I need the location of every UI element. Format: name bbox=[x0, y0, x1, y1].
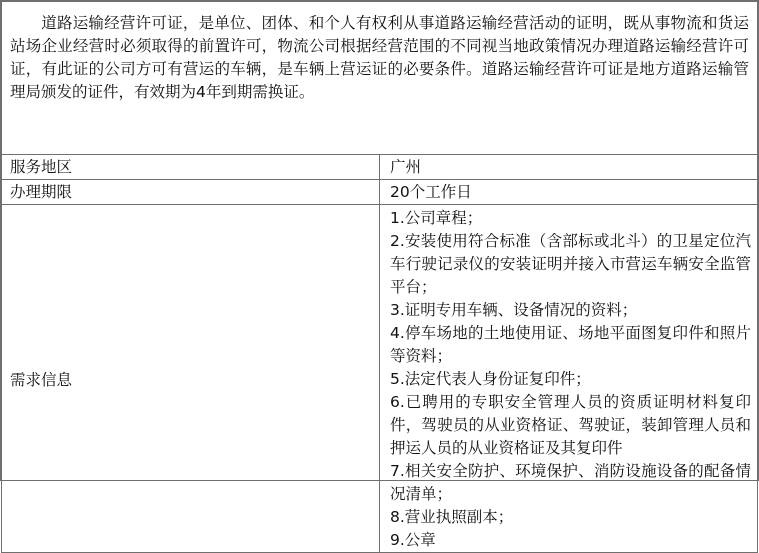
license-info-table bbox=[1, 1, 758, 553]
processing-time-row bbox=[2, 180, 758, 205]
intro-row bbox=[2, 2, 758, 155]
requirement-item: 7.相关安全防护、环境保护、消防设施设备的配备情况清单； bbox=[390, 462, 751, 503]
requirement-item: 2.安装使用符合标准（含部标或北斗）的卫星定位汽车行驶记录仪的安装证明并接入市营运车辆安全监管平台； bbox=[390, 232, 751, 296]
processing-time-value: 20个工作日 bbox=[380, 180, 758, 205]
processing-time-label: 办理期限 bbox=[2, 180, 380, 205]
requirement-item: 3.证明专用车辆、设备情况的资料； bbox=[390, 301, 638, 319]
service-area-value: 广州 bbox=[380, 155, 758, 180]
requirements-label: 需求信息 bbox=[2, 205, 380, 553]
intro-text: 道路运输经营许可证，是单位、团体、和个人有权利从事道路运输经营活动的证明，既从事物流和货运站场企业经营时必须取得的前置许可，物流公司根据经营范围的不同视当地政策情况办理道路运输经营许可证，有此证的公司方可有营运的车辆，是车辆上营运证的必要条件。道路运输经营许可证是地方道路运输管理局颁发的证件，有效期为4年到期需换证。 bbox=[10, 14, 749, 101]
requirement-item: 6.已聘用的专职安全管理人员的资质证明材料复印件，驾驶员的从业资格证、驾驶证，装卸管理人员和押运人员的从业资格证及其复印件 bbox=[390, 393, 751, 457]
requirements-list bbox=[380, 205, 758, 553]
intro-cell bbox=[2, 2, 758, 155]
requirement-item: 1.公司章程； bbox=[390, 209, 483, 227]
requirements-row bbox=[2, 205, 758, 553]
requirement-item: 5.法定代表人身份证复印件； bbox=[390, 370, 591, 388]
service-area-row bbox=[2, 155, 758, 180]
requirement-item: 4.停车场地的土地使用证、场地平面图复印件和照片等资料； bbox=[390, 324, 751, 365]
requirement-item: 8.营业执照副本； bbox=[390, 508, 514, 526]
service-area-label: 服务地区 bbox=[2, 155, 380, 180]
requirement-item: 9.公章 bbox=[390, 531, 436, 549]
